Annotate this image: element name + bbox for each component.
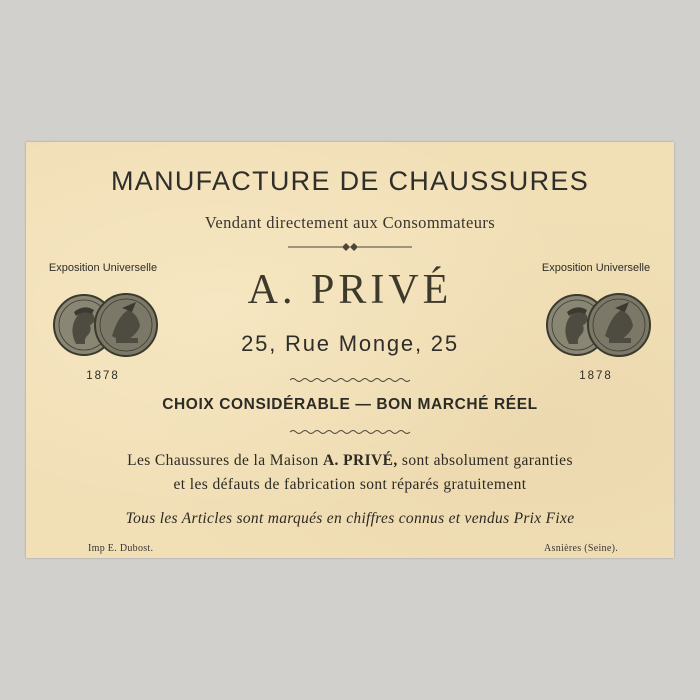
- merchant-name: A. PRIVÉ: [247, 267, 453, 313]
- ornament-divider: [26, 240, 674, 254]
- merchant-address: 25, Rue Monge, 25: [241, 331, 459, 356]
- guarantee-merchant-name: A. PRIVÉ,: [322, 452, 398, 469]
- fixed-price-notice: Tous les Articles sont marqués en chiffres connus et vendus Prix Fixe: [125, 510, 575, 527]
- guarantee-text-post: sont absolument garanties: [397, 452, 573, 469]
- guarantee-line-1: [26, 452, 674, 470]
- medal-year-left: 1878: [86, 370, 120, 382]
- printer-credit: Imp E. Dubost.: [88, 543, 154, 554]
- medal-year-right: 1878: [579, 370, 613, 382]
- medal-block-right: [531, 262, 661, 382]
- medal-block-left: [38, 262, 168, 382]
- trade-card: [26, 142, 674, 558]
- card-title: MANUFACTURE DE CHAUSSURES: [110, 166, 590, 196]
- slogan: CHOIX CONSIDÉRABLE — BON MARCHÉ RÉEL: [162, 396, 538, 413]
- wavy-divider-bottom: [26, 428, 674, 436]
- medal-label-left: Exposition Universelle: [48, 262, 158, 274]
- printer-location: Asnières (Seine).: [544, 543, 618, 554]
- exposition-medals-icon: [539, 286, 659, 366]
- guarantee-line-2: et les défauts de fabrication sont réparés gratuitement: [173, 476, 527, 493]
- exposition-medals-icon: [46, 286, 166, 366]
- medal-label-right: Exposition Universelle: [541, 262, 651, 274]
- guarantee-text-pre: Les Chaussures de la Maison: [127, 452, 323, 469]
- card-subtitle: Vendant directement aux Consommateurs: [204, 213, 496, 232]
